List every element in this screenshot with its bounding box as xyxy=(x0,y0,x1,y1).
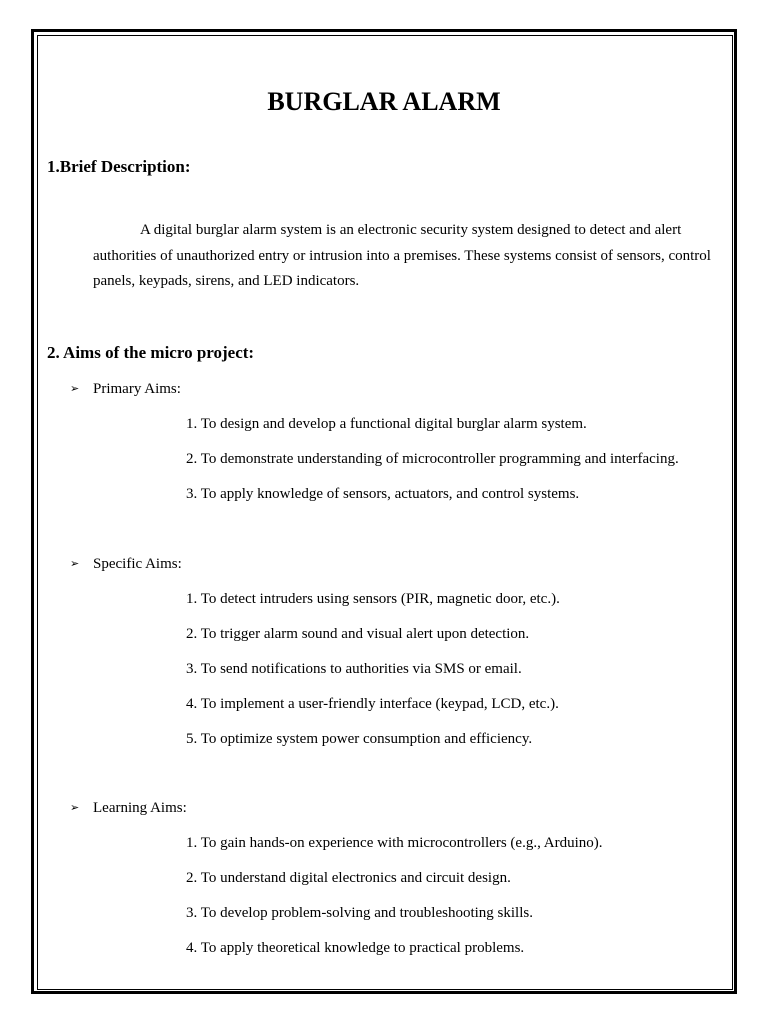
primary-aims-bullet xyxy=(70,379,181,399)
primary-aim-item: 1. To design and develop a functional digital burglar alarm system. xyxy=(186,416,587,432)
specific-aims-bullet xyxy=(70,554,182,574)
primary-aim-item: 2. To demonstrate understanding of microcontroller programming and interfacing. xyxy=(186,451,679,467)
specific-aim-item: 3. To send notifications to authorities via SMS or email. xyxy=(186,661,522,677)
learning-aim-item: 3. To develop problem-solving and troubleshooting skills. xyxy=(186,905,533,921)
learning-aim-item: 1. To gain hands-on experience with microcontrollers (e.g., Arduino). xyxy=(186,835,603,851)
learning-aims-bullet xyxy=(70,798,187,818)
specific-aim-item: 1. To detect intruders using sensors (PIR, magnetic door, etc.). xyxy=(186,591,560,607)
specific-aim-item: 2. To trigger alarm sound and visual alert upon detection. xyxy=(186,626,530,642)
learning-aims-label: Learning Aims: xyxy=(93,800,187,816)
section-heading-aims: 2. Aims of the micro project: xyxy=(47,343,255,362)
learning-aim-item: 2. To understand digital electronics and circuit design. xyxy=(186,870,511,886)
section-heading-description: 1.Brief Description: xyxy=(47,157,191,176)
specific-aims-label: Specific Aims: xyxy=(93,556,182,572)
learning-aim-item: 4. To apply theoretical knowledge to practical problems. xyxy=(186,940,525,956)
arrow-bullet-icon: ➢ xyxy=(70,557,80,570)
specific-aim-item: 5. To optimize system power consumption and efficiency. xyxy=(186,731,533,747)
description-text: A digital burglar alarm system is an electronic security system designed to detect and alert authorities of unauthorized entry or intrusion into a premises. These systems consist of sensors, control panels, keypads, sirens, and LED indicators. xyxy=(93,222,711,289)
document-title: BURGLAR ALARM xyxy=(267,87,501,116)
primary-aims-label: Primary Aims: xyxy=(93,381,181,397)
arrow-bullet-icon: ➢ xyxy=(70,382,80,395)
arrow-bullet-icon: ➢ xyxy=(70,801,80,814)
description-paragraph xyxy=(93,218,713,295)
primary-aim-item: 3. To apply knowledge of sensors, actuators, and control systems. xyxy=(186,486,580,502)
specific-aim-item: 4. To implement a user-friendly interface (keypad, LCD, etc.). xyxy=(186,696,559,712)
